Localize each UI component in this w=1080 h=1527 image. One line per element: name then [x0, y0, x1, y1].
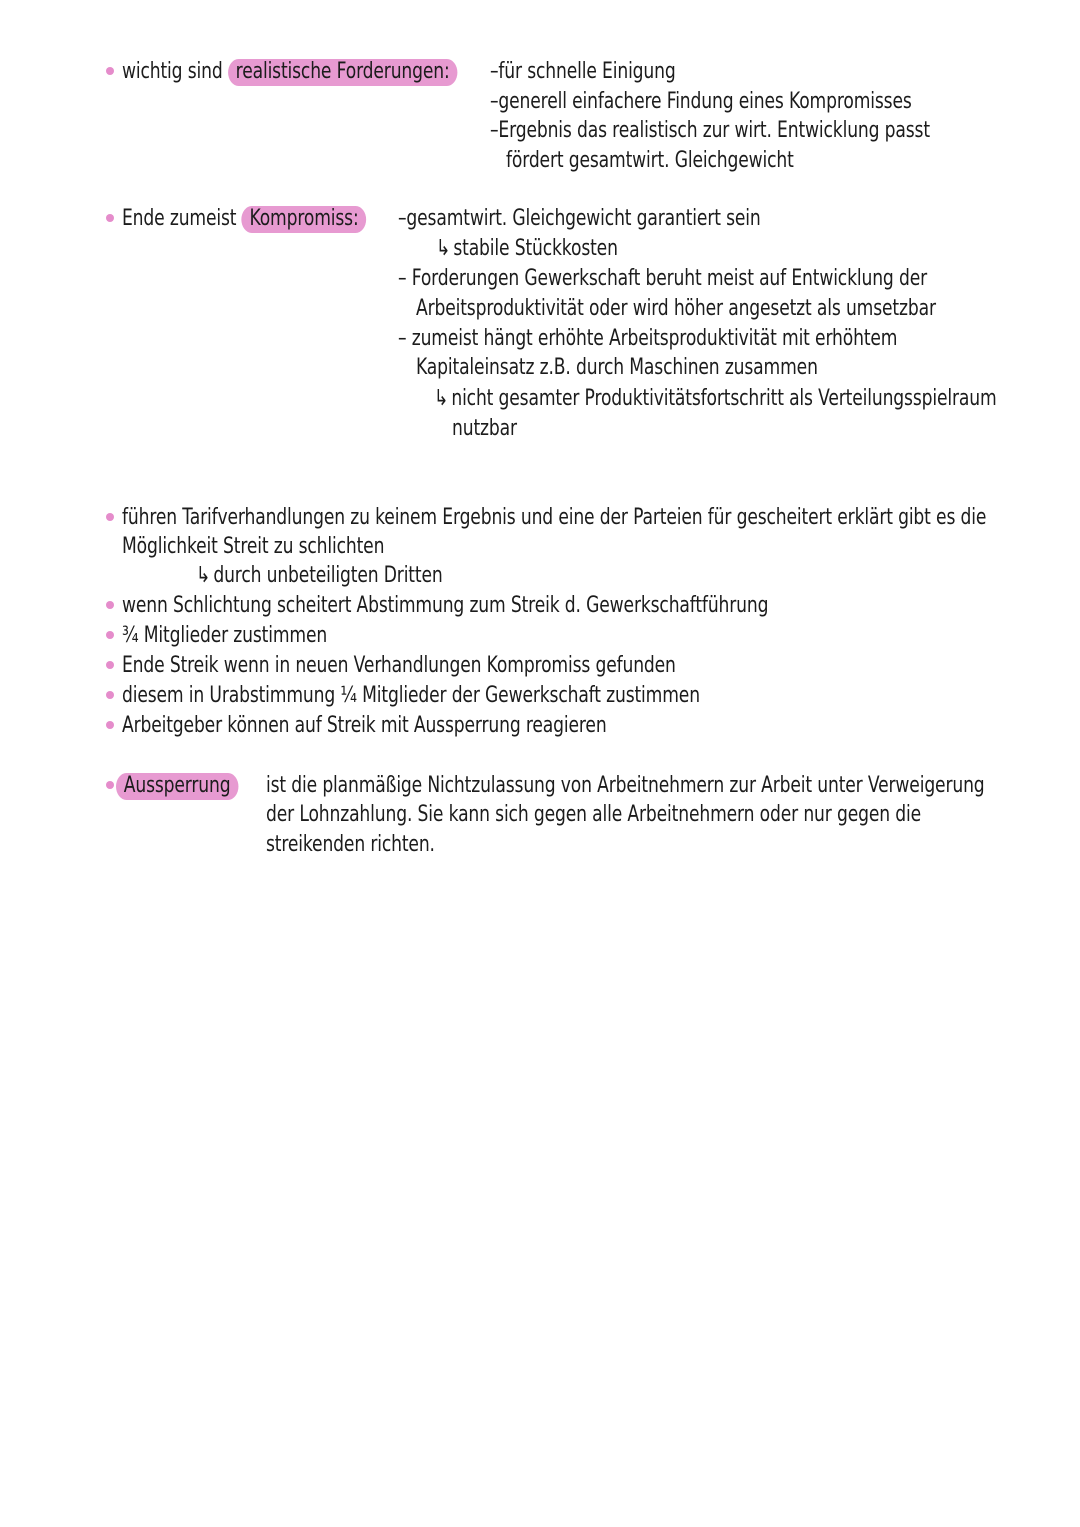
arrow-icon: ↳ — [436, 236, 451, 261]
kompromiss-prefix: Ende zumeist — [122, 206, 237, 231]
bullet-dot — [106, 67, 114, 75]
schlichtung-arrow-text: durch unbeteiligten Dritten — [213, 563, 443, 588]
forderungen-line-3: –Ergebnis das realistisch zur wirt. Entwicklung passt — [490, 118, 930, 143]
arrow-icon: ↳ — [434, 386, 449, 411]
kompromiss-term-highlight: Kompromiss: — [242, 206, 367, 233]
schlichtung-line-2: Möglichkeit Streit zu schlichten — [122, 534, 385, 559]
forderungen-line-1: –für schnelle Einigung — [490, 59, 676, 84]
aussperrung-term-highlight: Aussperrung — [116, 773, 238, 800]
bullet-dot — [106, 781, 114, 789]
streik-bullet-3: Ende Streik wenn in neuen Verhandlungen Kompromiss gefunden — [122, 653, 676, 678]
forderungen-term-highlight: realistische Forderungen: — [228, 59, 458, 86]
arrow-icon: ↳ — [196, 563, 211, 588]
streik-bullet-1: wenn Schlichtung scheitert Abstimmung zum Streik d. Gewerkschaftführung — [122, 593, 769, 618]
kompromiss-line-6: Kapitaleinsatz z.B. durch Maschinen zusammen — [416, 355, 818, 380]
bullet-dot — [106, 631, 114, 639]
forderungen-line-4: fördert gesamtwirt. Gleichgewicht — [506, 148, 794, 173]
kompromiss-line-3: – Forderungen Gewerkschaft beruht meist auf Entwicklung der — [398, 266, 927, 291]
kompromiss-line-7-text: nicht gesamter Produktivitätsfortschritt als Verteilungsspielraum — [451, 386, 997, 411]
schlichtung-line-1: führen Tarifverhandlungen zu keinem Ergebnis und eine der Parteien für gescheitert erklärt gibt es die — [122, 505, 987, 530]
schlichtung-arrow-line — [196, 562, 443, 590]
aussperrung-line-2: der Lohnzahlung. Sie kann sich gegen alle Arbeitnehmern oder nur gegen die — [266, 802, 922, 827]
aussperrung-line-1: ist die planmäßige Nichtzulassung von Arbeitnehmern zur Arbeit unter Verweigerung — [266, 773, 985, 798]
bullet-dot — [106, 513, 114, 521]
kompromiss-line-5: – zumeist hängt erhöhte Arbeitsproduktivität mit erhöhtem — [398, 326, 898, 351]
kompromiss-line-2-text: stabile Stückkosten — [453, 236, 618, 261]
bullet-dot — [106, 214, 114, 222]
aussperrung-line-3: streikenden richten. — [266, 832, 435, 857]
kompromiss-heading — [122, 205, 366, 233]
forderungen-line-2: –generell einfachere Findung eines Kompromisses — [490, 89, 912, 114]
forderungen-prefix: wichtig sind — [122, 59, 223, 84]
streik-bullet-5: Arbeitgeber können auf Streik mit Aussperrung reagieren — [122, 713, 607, 738]
aussperrung-term — [116, 772, 238, 800]
kompromiss-line-1: –gesamtwirt. Gleichgewicht garantiert sein — [398, 206, 761, 231]
streik-bullet-4: diesem in Urabstimmung ¼ Mitglieder der Gewerkschaft zustimmen — [122, 683, 700, 708]
bullet-dot — [106, 691, 114, 699]
kompromiss-line-4: Arbeitsproduktivität oder wird höher angesetzt als umsetzbar — [416, 296, 936, 321]
forderungen-heading — [122, 58, 457, 86]
kompromiss-line-8: nutzbar — [452, 416, 517, 441]
streik-bullet-2: ¾ Mitglieder zustimmen — [122, 623, 328, 648]
kompromiss-line-2 — [436, 235, 618, 263]
bullet-dot — [106, 661, 114, 669]
kompromiss-line-7 — [434, 385, 997, 413]
bullet-dot — [106, 601, 114, 609]
bullet-dot — [106, 721, 114, 729]
